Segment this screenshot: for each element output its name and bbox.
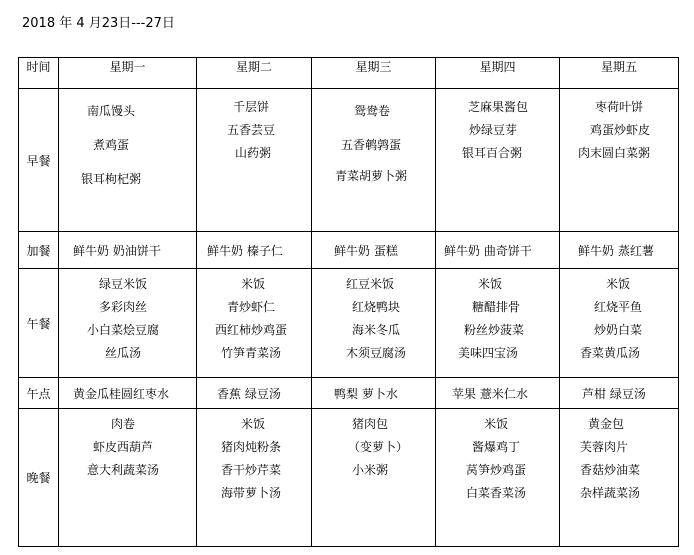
snack1-thu (436, 232, 560, 269)
meal-item: 海带萝卜汤 (221, 486, 282, 500)
meal-item: 南瓜馒头 (87, 104, 136, 118)
meal-item: 小白菜烩豆腐 (87, 323, 160, 337)
breakfast-mon (59, 89, 197, 232)
header-row (19, 58, 679, 89)
meal-item: 肉卷 (111, 417, 136, 431)
snack1-tue (197, 232, 312, 269)
meal-item: 青炒虾仁 (227, 300, 276, 314)
snack2-wed (312, 378, 436, 409)
meal-item: 意大利蔬菜汤 (87, 463, 160, 477)
meal-item: 煮鸡蛋 (93, 138, 130, 152)
meal-item: 鸭梨 萝卜水 (334, 387, 398, 401)
breakfast-thu (436, 89, 560, 232)
meal-item: 银耳枸杞粥 (81, 172, 142, 186)
meal-item: 白菜香菜汤 (466, 486, 527, 500)
meal-item: 五香芸豆 (227, 123, 276, 137)
dinner-thu (436, 409, 560, 547)
meal-item: 炒绿豆芽 (469, 123, 518, 137)
breakfast-label: 早餐 (19, 89, 59, 232)
lunch-thu (436, 269, 560, 378)
lunch-tue (197, 269, 312, 378)
dinner-fri (560, 409, 679, 547)
meal-item: 糖醋排骨 (472, 300, 521, 314)
meal-item: 竹笋青菜汤 (221, 346, 282, 360)
meal-item: 鲜牛奶 蒸红薯 (578, 244, 654, 258)
meal-item: 绿豆米饭 (99, 277, 148, 291)
meal-item: 鸳鸯卷 (354, 104, 391, 118)
snack2-thu (436, 378, 560, 409)
day-header-wed: 星期三 (312, 58, 436, 89)
meal-item: 芙蓉肉片 (580, 440, 629, 454)
snack2-fri (560, 378, 679, 409)
lunch-wed (312, 269, 436, 378)
meal-item: 杂样蔬菜汤 (580, 486, 641, 500)
meal-item: 米饭 (606, 277, 631, 291)
meal-item: 枣荷叶饼 (595, 100, 644, 114)
snack1-row (19, 232, 679, 269)
meal-item: 香菜黄瓜汤 (580, 346, 641, 360)
meal-item: 美味四宝汤 (458, 346, 519, 360)
meal-item: 香干炒芹菜 (221, 463, 282, 477)
breakfast-fri (560, 89, 679, 232)
meal-item: 海米冬瓜 (352, 323, 401, 337)
snack2-label: 午点 (19, 378, 59, 409)
meal-item: 莴笋炒鸡蛋 (466, 463, 527, 477)
meal-item: 鸡蛋炒虾皮 (590, 123, 651, 137)
meal-item: 炒奶白菜 (594, 323, 643, 337)
meal-item: 芝麻果酱包 (468, 100, 529, 114)
day-header-tue: 星期二 (197, 58, 312, 89)
meal-item: 鲜牛奶 榛子仁 (207, 244, 283, 258)
day-header-fri: 星期五 (560, 58, 679, 89)
meal-item: 小米粥 (352, 463, 389, 477)
meal-item: 黄金包 (588, 417, 625, 431)
meal-item: 黄金瓜桂圆红枣水 (73, 387, 170, 401)
lunch-fri (560, 269, 679, 378)
dinner-mon (59, 409, 197, 547)
day-header-mon: 星期一 (59, 58, 197, 89)
dinner-label: 晚餐 (19, 409, 59, 547)
meal-item: 肉末圆白菜粥 (578, 146, 651, 160)
breakfast-row (19, 89, 679, 232)
day-header-thu: 星期四 (436, 58, 560, 89)
meal-item: 香菇炒油菜 (580, 463, 641, 477)
meal-item: 虾皮西葫芦 (93, 440, 154, 454)
meal-item: 五香鹌鹑蛋 (341, 138, 402, 152)
dinner-tue (197, 409, 312, 547)
lunch-mon (59, 269, 197, 378)
meal-item: （变萝卜） (348, 440, 409, 454)
lunch-label: 午餐 (19, 269, 59, 378)
meal-item: 猪肉包 (352, 417, 389, 431)
meal-item: 多彩肉丝 (99, 300, 148, 314)
meal-item: 芦柑 绿豆汤 (582, 387, 646, 401)
meal-item: 银耳百合粥 (462, 146, 523, 160)
meal-item: 千层饼 (233, 100, 270, 114)
meal-item: 木须豆腐汤 (346, 346, 407, 360)
meal-item: 红烧鸭块 (352, 300, 401, 314)
snack1-label: 加餐 (19, 232, 59, 269)
time-header: 时间 (19, 58, 59, 89)
meal-item: 米饭 (241, 277, 266, 291)
meal-item: 香蕉 绿豆汤 (217, 387, 281, 401)
lunch-row (19, 269, 679, 378)
meal-item: 红豆米饭 (346, 277, 395, 291)
meal-item: 西红柿炒鸡蛋 (215, 323, 288, 337)
snack1-wed (312, 232, 436, 269)
meal-item: 米饭 (241, 417, 266, 431)
meal-item: 粉丝炒菠菜 (464, 323, 525, 337)
snack2-mon (59, 378, 197, 409)
meal-item: 米饭 (478, 277, 503, 291)
snack2-tue (197, 378, 312, 409)
meal-item: 酱爆鸡丁 (472, 440, 521, 454)
weekly-menu-table (18, 57, 679, 547)
snack2-row (19, 378, 679, 409)
meal-item: 山药粥 (235, 146, 272, 160)
meal-item: 丝瓜汤 (105, 346, 142, 360)
meal-item: 苹果 薏米仁水 (452, 387, 528, 401)
meal-item: 鲜牛奶 奶油饼干 (73, 244, 161, 258)
meal-item: 红烧平鱼 (594, 300, 643, 314)
breakfast-wed (312, 89, 436, 232)
meal-item: 青菜胡萝卜粥 (335, 169, 408, 183)
meal-item: 鲜牛奶 蛋糕 (334, 244, 398, 258)
meal-item: 猪肉炖粉条 (221, 440, 282, 454)
meal-item: 米饭 (484, 417, 509, 431)
meal-item: 鲜牛奶 曲奇饼干 (444, 244, 532, 258)
dinner-row (19, 409, 679, 547)
breakfast-tue (197, 89, 312, 232)
snack1-fri (560, 232, 679, 269)
dinner-wed (312, 409, 436, 547)
snack1-mon (59, 232, 197, 269)
menu-title: 2018 年 4 月23日---27日 (22, 16, 175, 31)
